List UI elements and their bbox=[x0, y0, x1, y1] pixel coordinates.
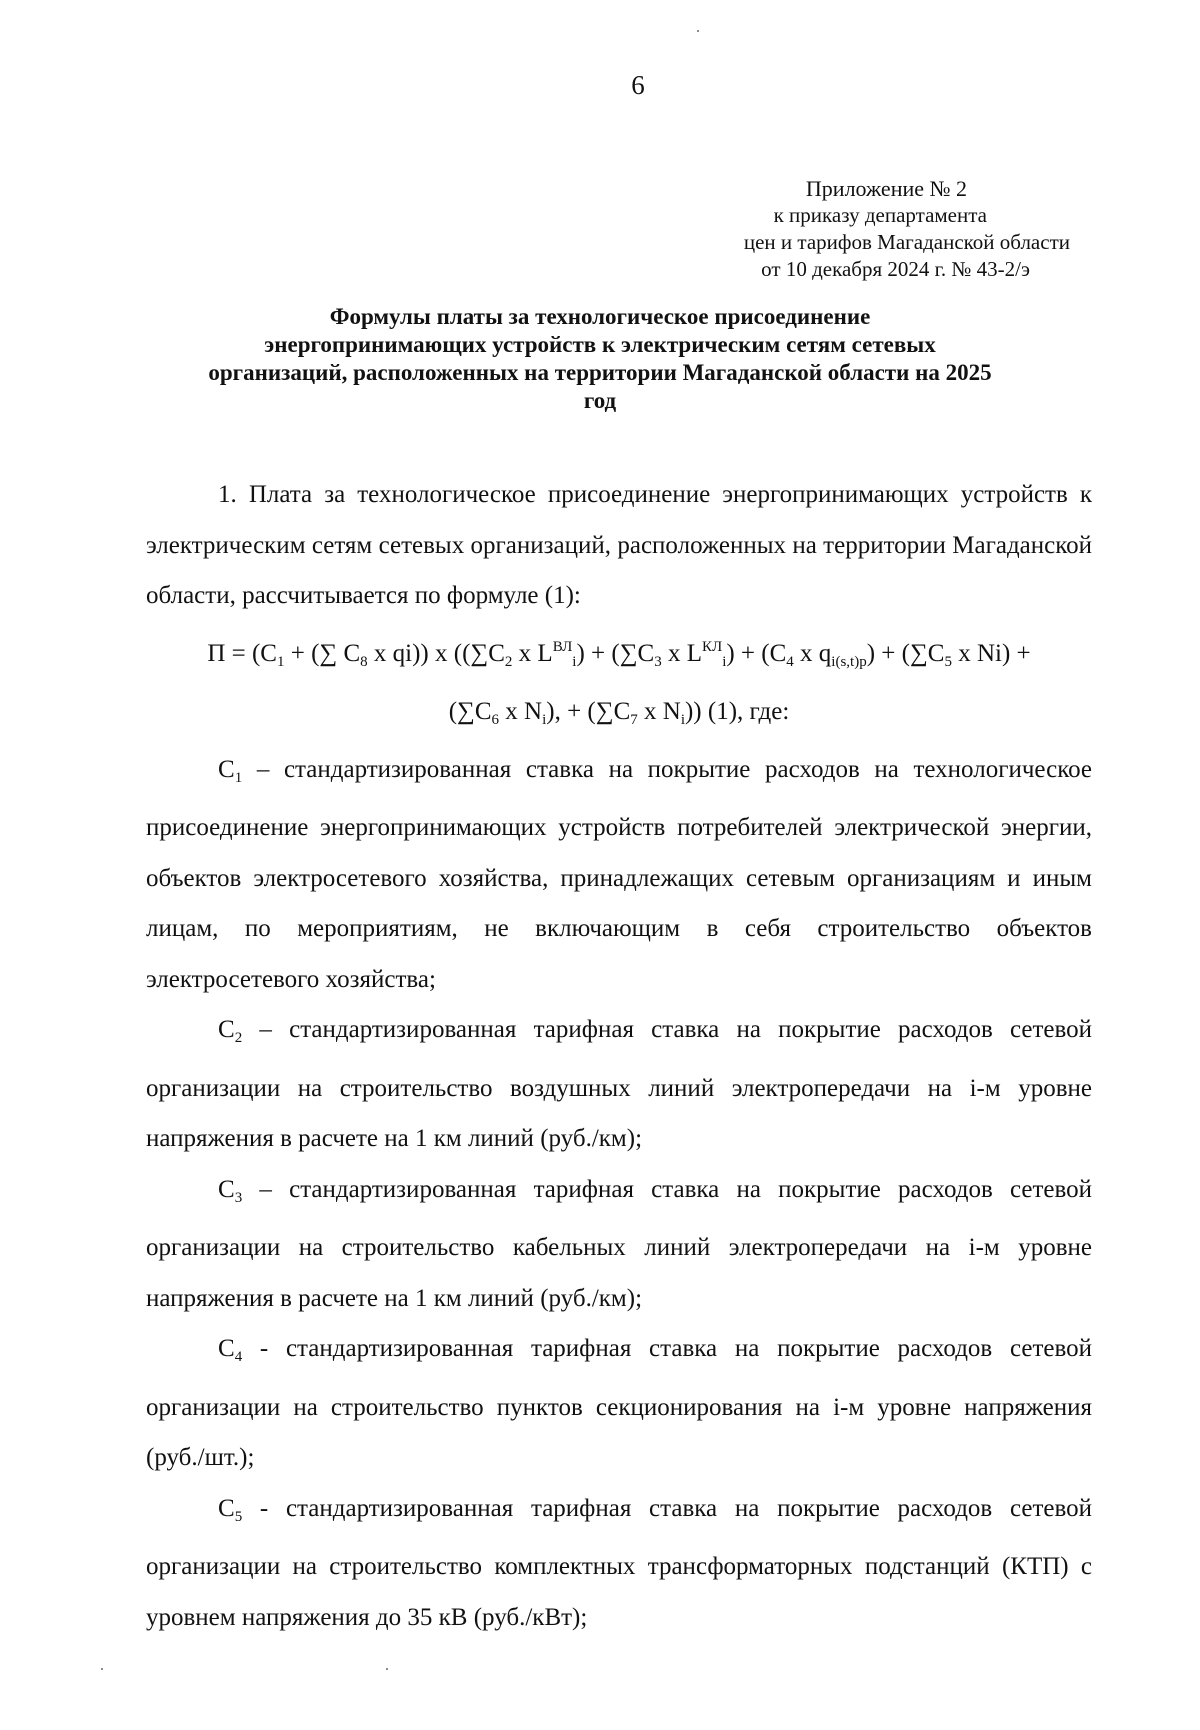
scan-speck bbox=[697, 30, 699, 32]
page-number: 6 bbox=[631, 70, 645, 100]
appendix-line-4: от 10 декабря 2024 г. № 43-2/э bbox=[761, 257, 1030, 281]
scan-speck bbox=[386, 1668, 388, 1670]
title-line-4: год bbox=[583, 388, 617, 413]
appendix-header bbox=[550, 175, 1070, 283]
definition-c3: $С_3$ – стандартизированная тарифная ставка на покрытие расходов сетевой организации на строительство кабельных линий электропередачи на i-м уровне напряжения в расчете на 1 км линий (руб./км); bbox=[146, 1175, 1092, 1312]
definition-c4: $С_4$ - стандартизированная тарифная ставка на покрытие расходов сетевой организации на строительство пунктов секционирования на i-м уровне напряжения (руб./шт.); bbox=[146, 1335, 1092, 1471]
definition-c1: $С_1$ – стандартизированная ставка на покрытие расходов на технологическое присоединение энергопринимающих устройств потребителей электрической энергии, объектов электросетевого хозяйства, принадлежащих сетевым организациям и иным лицам, по мероприятиям, не включающим в себя строительство объектов электросетевого хозяйства; bbox=[146, 755, 1092, 993]
intro-paragraph: 1. Плата за технологическое присоединение энергопринимающих устройств к электрическим сетям сетевых организаций, расположенных на территории Магаданской области, рассчитывается по формуле (1): bbox=[146, 481, 1092, 609]
title-line-2: энергопринимающих устройств к электрическим сетям сетевых bbox=[264, 332, 936, 357]
appendix-line-3: цен и тарифов Магаданской области bbox=[743, 230, 1070, 254]
title-line-3: организаций, расположенных на территории Магаданской области на 2025 bbox=[208, 360, 992, 385]
title-line-1: Формулы платы за технологическое присоединение bbox=[329, 304, 871, 329]
formula-1 bbox=[146, 622, 1092, 745]
appendix-line-2: к приказу департамента bbox=[773, 203, 987, 227]
appendix-line-1: Приложение № 2 bbox=[805, 176, 967, 201]
definition-c2: $С_2$ – стандартизированная тарифная ставка на покрытие расходов сетевой организации на строительство воздушных линий электропередачи на i-м уровне напряжения в расчете на 1 км линий (руб./км); bbox=[146, 1016, 1092, 1152]
document-title bbox=[140, 303, 1060, 415]
formula-line-2: ($\sum С_6$ х $N_i$), + ($\sum С_7$ х $N_i$)) (1), где: bbox=[448, 697, 790, 728]
definition-c5: $С_5$ - стандартизированная тарифная ставка на покрытие расходов сетевой организации на строительство комплектных трансформаторных подстанций (КТП) с уровнем напряжения до 35 кВ (руб./кВт); bbox=[146, 1494, 1092, 1631]
document-body bbox=[146, 470, 1092, 1643]
formula-line-1: $П = (С_1$ + (∑ $С_8$ х qi)) х (($\sum С_2$ х $L^{ВЛ}_i) + (\sum С_3$ х $L^{КЛ}_i) + (С_4$ х $q_{i(s,t)p}) + (\sum С_5$ х Ni) + bbox=[207, 638, 1031, 670]
scan-speck bbox=[101, 1668, 103, 1670]
